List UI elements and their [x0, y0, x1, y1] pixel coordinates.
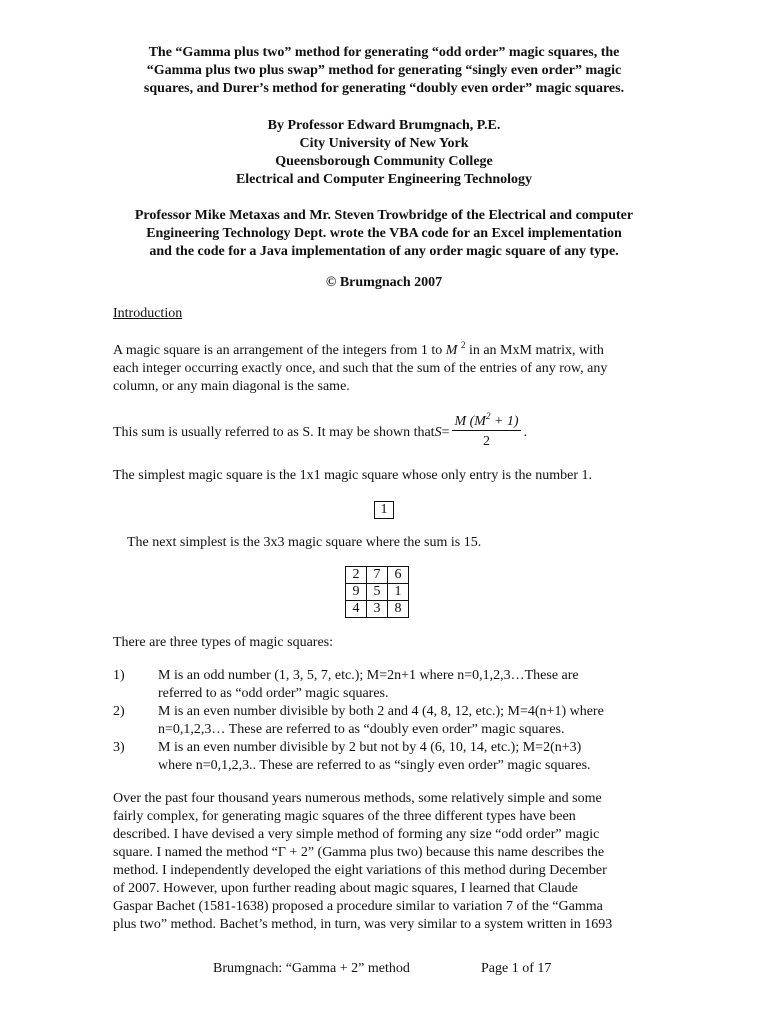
- table-cell: 3: [367, 601, 388, 618]
- table-cell: 1: [388, 584, 409, 601]
- types-intro-paragraph: There are three types of magic squares:: [113, 635, 334, 650]
- formula-numerator: M $(M^2 + 1)$: [454, 411, 519, 429]
- list-item-number: 2): [113, 704, 125, 719]
- math-exponent: 2: [460, 340, 466, 350]
- credits-line: and the code for a Java implementation of any order magic square of any type.: [149, 244, 619, 259]
- introduction-heading: Introduction: [113, 306, 183, 321]
- footer-title: Brumgnach: “Gamma + 2” method: [213, 961, 410, 976]
- table-cell: 2: [346, 567, 367, 584]
- math-s: S: [434, 425, 442, 440]
- credits-line: Engineering Technology Dept. wrote the VBA code for an Excel implementation: [146, 226, 622, 241]
- simplest-paragraph: The simplest magic square is the 1x1 magic square whose only entry is the number 1.: [113, 468, 593, 483]
- list-item-number: 3): [113, 740, 125, 755]
- document-title: [113, 44, 655, 98]
- sum-formula-fraction: [452, 413, 520, 453]
- table-cell: 8: [388, 601, 409, 618]
- types-list: [113, 667, 655, 775]
- table-cell: 7: [367, 567, 388, 584]
- page-number: Page 1 of 17: [481, 961, 552, 976]
- math-m: M: [445, 343, 458, 358]
- table-row: [346, 584, 409, 601]
- title-line: “Gamma plus two plus swap” method for generating “singly even order” magic: [146, 63, 622, 78]
- table-cell: 6: [388, 567, 409, 584]
- document-page: [113, 44, 655, 934]
- formula-denominator: 2: [483, 434, 491, 449]
- table-cell: 5: [367, 584, 388, 601]
- next-simplest-paragraph: The next simplest is the 3x3 magic square where the sum is 15.: [127, 535, 482, 550]
- copyright-notice: © Brumgnach 2007: [325, 275, 443, 290]
- list-item: 2) M is an even number divisible by both 2 and 4 (4, 8, 12, etc.); M=4(n+1) where n=0,1,2,3… These are referred to as “doubly even order” magic squares.: [113, 704, 604, 737]
- credits-block: [113, 207, 655, 261]
- table-row: [346, 567, 409, 584]
- author-name: By Professor Edward Brumgnach, P.E.: [267, 118, 501, 133]
- magic-square-1x1: 1: [374, 501, 394, 519]
- author-college: Queensborough Community College: [275, 154, 493, 169]
- list-item: 1) M is an odd number (1, 3, 5, 7, etc.); M=2n+1 where n=0,1,2,3…These are referred to as “odd order” magic squares.: [113, 668, 579, 701]
- sum-paragraph: This sum is usually referred to as S. It may be shown that S = $\frac{M (M^2 + 1)}{2}$ .: [113, 413, 655, 453]
- title-line: The “Gamma plus two” method for generating “odd order” magic squares, the: [148, 45, 620, 60]
- magic-square-3x3: [345, 566, 409, 618]
- author-department: Electrical and Computer Engineering Technology: [235, 172, 533, 187]
- history-paragraph: Over the past four thousand years numerous methods, some relatively simple and some fairly complex, for generating magic squares of the three different types have been described. I have devised a very simple method of forming any size “odd order” magic square. I named the method “Γ + 2” (Gamma plus two) because this name describes the method. I independently developed the eight variations of this method during December of 2007. However, upon further reading about magic squares, I learned that Claude Gaspar Bachet (1581-1638) proposed a procedure similar to variation 7 of the “Gamma plus two” method. Bachet’s method, in turn, was very similar to a system written in 1693: [113, 791, 613, 932]
- credits-line: Professor Mike Metaxas and Mr. Steven Trowbridge of the Electrical and computer: [134, 208, 634, 223]
- author-university: City University of New York: [299, 136, 469, 151]
- table-row: [346, 601, 409, 618]
- table-cell: 9: [346, 584, 367, 601]
- page-footer: [213, 960, 573, 978]
- title-line: squares, and Durer’s method for generating “doubly even order” magic squares.: [143, 81, 625, 96]
- author-block: [113, 117, 655, 189]
- definition-paragraph: A magic square is an arrangement of the integers from 1 to M $^2$ in an MxM matrix, with each integer occurring exactly once, and such that the sum of the entries of any row, any column, or any main diagonal is the same.: [113, 340, 608, 394]
- list-item: 3) M is an even number divisible by 2 but not by 4 (6, 10, 14, etc.); M=2(n+3) where n=0,1,2,3.. These are referred to as “singly even order” magic squares.: [113, 740, 591, 773]
- table-cell: 4: [346, 601, 367, 618]
- list-item-number: 1): [113, 668, 125, 683]
